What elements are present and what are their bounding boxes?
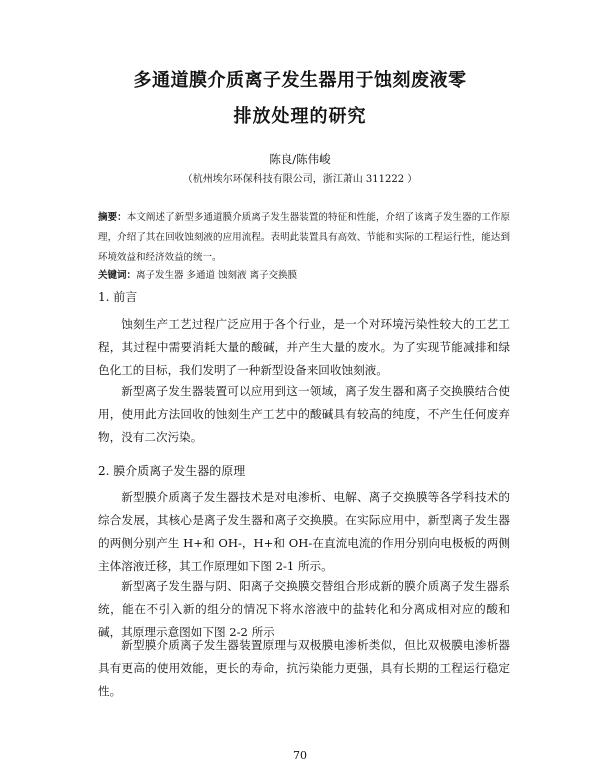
section-2-paragraph: 新型膜介质离子发生器装置原理与双极膜电渗析类似，但比双极膜电渗析器具有更高的使用效能，更长的寿命，抗污染能力更强，具有长期的工程运行稳定性。: [98, 638, 510, 698]
section-2-paragraph: 新型膜介质离子发生器技术是对电渗析、电解、离子交换膜等各学科技术的综合发展，其核心是离子发生器和离子交换膜。在实际应用中，新型离子发生器的两侧分别产生 H+和 OH-，H+和 OH-在直流电流的作用分别向电极板的两侧主体溶液迁移，其工作原理如下图 2-1 所示。: [98, 490, 510, 573]
affiliation: （杭州埃尔环保科技有限公司，浙江萧山 311222 ）: [182, 174, 418, 185]
section-2-paragraph: 新型离子发生器与阴、阳离子交换膜交替组合形成新的膜介质离子发生器系统，能在不引入新的组分的情况下将水溶液中的盐转化和分离成相对应的酸和碱，其原理示意图如下图 2-2 所示: [98, 579, 510, 639]
paper-title-line2: 排放处理的研究: [233, 106, 367, 127]
page-number: 70: [293, 749, 307, 762]
keywords: [98, 267, 510, 285]
section-2-heading: 2. 膜介质离子发生器的原理: [98, 464, 246, 478]
authors: 陈良/陈伟峻: [269, 152, 331, 166]
section-1-heading: 1. 前言: [98, 290, 138, 304]
keywords-label: 关键词：: [98, 270, 137, 281]
section-1-paragraph: 蚀刻生产工艺过程广泛应用于各个行业，是一个对环境污染性较大的工艺工程，其过程中需要消耗大量的酸碱，并产生大量的废水。为了实现节能减排和绿色化工的目标，我们发明了一种新型设备来回收蚀刻液。: [98, 317, 510, 377]
paper-title-line1: 多通道膜介质离子发生器用于蚀刻废液零: [133, 70, 467, 91]
section-1-paragraph: 新型离子发生器装置可以应用到这一领域，离子发生器和离子交换膜结合使用，使用此方法回收的蚀刻生产工艺中的酸碱具有较高的纯度，不产生任何废弃物，没有二次污染。: [98, 384, 510, 444]
abstract-label: 摘要：: [98, 212, 127, 223]
keywords-text: 离子发生器 多通道 蚀刻液 离子交换膜: [136, 270, 298, 281]
abstract: [98, 208, 510, 268]
abstract-text: 本文阐述了新型多通道膜介质离子发生器装置的特征和性能，介绍了该离子发生器的工作原理，介绍了其在回收蚀刻液的应用流程。表明此装置具有高效、节能和实际的工程运行性，能达到环境效益和经济效益的统一。: [98, 212, 510, 263]
